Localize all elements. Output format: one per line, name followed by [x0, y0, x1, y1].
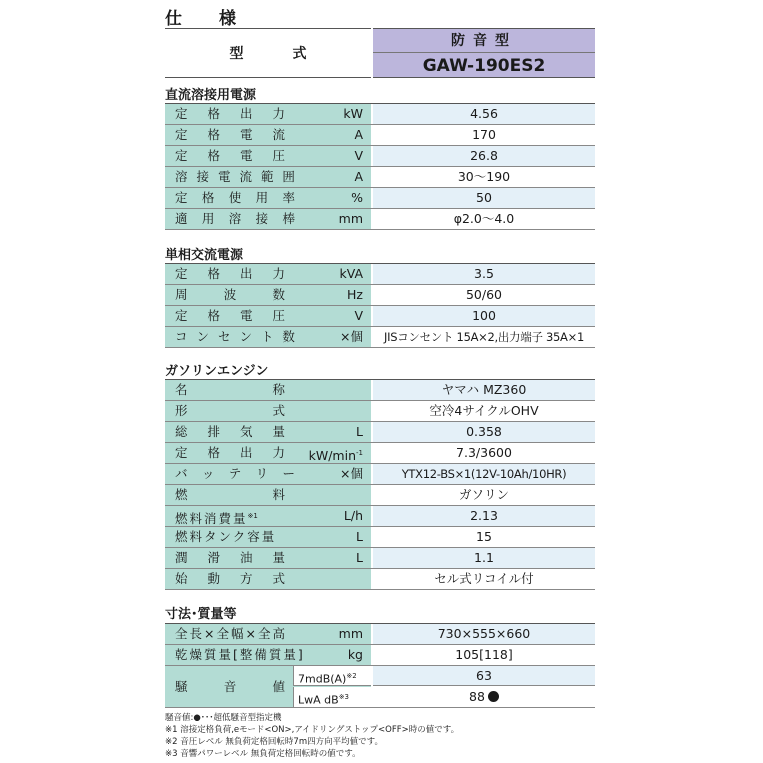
spec-key	[165, 548, 371, 568]
spec-key	[165, 380, 371, 400]
spec-key	[165, 645, 371, 665]
spec-key	[165, 306, 371, 326]
spec-unit: A	[354, 127, 363, 142]
spec-name: バ ッ テ リ ー	[175, 466, 295, 481]
spec-name: 形 式	[175, 403, 285, 418]
spec-row	[165, 306, 595, 327]
spec-unit: mm	[338, 626, 363, 641]
spec-key	[165, 527, 371, 547]
spec-name: 名 称	[175, 382, 285, 397]
spec-unit: V	[354, 148, 363, 163]
table-ac	[165, 263, 595, 348]
spec-row	[165, 104, 595, 125]
spec-value: φ2.0～4.0	[373, 209, 595, 229]
noise-sub-2: LwA $dB^{※3}$	[293, 687, 371, 707]
spec-row	[165, 527, 595, 548]
section-title-dc: 直流溶接用電源	[165, 88, 257, 103]
spec-value: 50	[373, 188, 595, 208]
spec-value: 105[118]	[373, 645, 595, 665]
spec-key	[165, 327, 371, 347]
spec-unit: mm	[338, 211, 363, 226]
spec-key	[165, 624, 371, 644]
spec-key	[165, 443, 371, 463]
spec-name: 周 波 数	[175, 287, 285, 302]
spec-row	[165, 569, 595, 590]
spec-unit: L	[356, 424, 363, 439]
spec-row	[165, 167, 595, 188]
spec-value: 7.3/3600	[373, 443, 595, 463]
spec-value: 空冷4サイクルOHV	[373, 401, 595, 421]
spec-value: 15	[373, 527, 595, 547]
spec-name: 溶 接 電 流 範 囲	[175, 169, 295, 184]
spec-row	[165, 485, 595, 506]
model-label-right: 式	[292, 46, 307, 62]
noise-name: 騒 音 値	[175, 679, 285, 694]
spec-key	[165, 485, 371, 505]
footnote-line: ※2 音圧レベル 無負荷定格回転時7m四方向平均値です。	[165, 737, 383, 747]
spec-name: 定 格 使 用 率	[175, 190, 295, 205]
section-title-dims: 寸法･質量等	[165, 607, 237, 622]
spec-row	[165, 188, 595, 209]
spec-unit: kVA	[339, 266, 363, 281]
spec-value: 50/60	[373, 285, 595, 305]
spec-value: セル式リコイル付	[373, 569, 595, 589]
spec-name: 燃 料	[175, 487, 285, 502]
spec-value: YTX12-BS×1(12V-10Ah/10HR)	[373, 464, 595, 484]
spec-name: 潤 滑 油 量	[175, 550, 285, 565]
spec-value: 170	[373, 125, 595, 145]
spec-key	[165, 125, 371, 145]
spec-name: 定 格 出 力	[175, 445, 285, 460]
spec-key	[165, 569, 371, 589]
spec-row	[165, 146, 595, 167]
model-label	[165, 28, 371, 78]
spec-row	[165, 464, 595, 485]
spec-key	[165, 209, 371, 229]
spec-value: 0.358	[373, 422, 595, 442]
noise-sub-1: $7mdB(A)^{※2}$	[293, 666, 371, 686]
spec-name: 燃料消費量$^{※1}$	[175, 511, 258, 527]
spec-row	[165, 264, 595, 285]
spec-key	[165, 285, 371, 305]
spec-value: 3.5	[373, 264, 595, 284]
spec-unit: A	[354, 169, 363, 184]
spec-value: 26.8	[373, 146, 595, 166]
spec-row	[165, 443, 595, 464]
table-dc	[165, 103, 595, 230]
spec-unit: kg	[347, 647, 363, 662]
spec-name: コ ン セ ン ト 数	[175, 329, 295, 344]
spec-row	[165, 548, 595, 569]
spec-row	[165, 209, 595, 230]
spec-name: 定 格 電 圧	[175, 308, 285, 323]
spec-row	[165, 401, 595, 422]
spec-name: 乾燥質量[整備質量]	[175, 647, 305, 662]
spec-value: ガソリン	[373, 485, 595, 505]
spec-key	[165, 401, 371, 421]
model-header	[165, 28, 595, 78]
spec-row	[165, 327, 595, 348]
spec-row	[165, 380, 595, 401]
low-noise-dot-icon	[488, 691, 499, 702]
spec-unit: ×個	[340, 329, 363, 344]
spec-unit: %	[351, 190, 363, 205]
spec-row	[165, 125, 595, 146]
spec-value: 30～190	[373, 167, 595, 187]
spec-unit: L	[356, 550, 363, 565]
spec-unit: $kW/\min^{-1}$	[308, 448, 363, 464]
spec-value: 100	[373, 306, 595, 326]
footnote-line: ※1 溶接定格負荷,eモード<ON>,アイドリングストップ<OFF>時の値です。	[165, 725, 460, 735]
spec-name: 定 格 出 力	[175, 266, 285, 281]
noise-row	[165, 666, 595, 708]
spec-name: 始 動 方 式	[175, 571, 285, 586]
spec-value: 730×555×660	[373, 624, 595, 644]
spec-key	[165, 464, 371, 484]
spec-name: 適 用 溶 接 棒	[175, 211, 295, 226]
spec-row	[165, 285, 595, 306]
noise-value-2: 88	[373, 687, 595, 707]
footnotes	[165, 712, 459, 760]
noise-key	[165, 666, 371, 707]
spec-row	[165, 645, 595, 666]
spec-name: 全長×全幅×全高	[175, 626, 287, 641]
spec-row	[165, 624, 595, 645]
spec-value: JISコンセント 15A×2,出力端子 35A×1	[373, 327, 595, 347]
spec-value: 1.1	[373, 548, 595, 568]
noise-value-1: 63	[373, 666, 595, 686]
spec-unit: Hz	[347, 287, 363, 302]
spec-key	[165, 167, 371, 187]
spec-name: 定 格 電 流	[175, 127, 285, 142]
model-value	[373, 28, 595, 78]
spec-name: 総 排 気 量	[175, 424, 285, 439]
footnote-line: ※3 音響パワーレベル 無負荷定格回転時の値です。	[165, 749, 361, 759]
page-title: 仕 様	[165, 9, 246, 29]
spec-name: 定 格 電 圧	[175, 148, 285, 163]
spec-unit: ×個	[340, 466, 363, 481]
spec-key	[165, 422, 371, 442]
spec-key	[165, 506, 371, 526]
spec-key	[165, 104, 371, 124]
spec-unit: kW	[343, 106, 363, 121]
spec-unit: V	[354, 308, 363, 323]
spec-unit: L/h	[343, 508, 363, 523]
section-title-engine: ガソリンエンジン	[165, 364, 269, 379]
section-title-ac: 単相交流電源	[165, 248, 244, 263]
table-dims	[165, 623, 595, 708]
spec-key	[165, 188, 371, 208]
spec-value: 4.56	[373, 104, 595, 124]
table-engine	[165, 379, 595, 590]
spec-value: 2.13	[373, 506, 595, 526]
model-name: GAW-190ES2	[422, 56, 546, 76]
spec-name: 燃料タンク容量	[175, 529, 277, 544]
spec-unit: L	[356, 529, 363, 544]
spec-key	[165, 146, 371, 166]
model-type: 防音型	[373, 29, 595, 53]
spec-key	[165, 264, 371, 284]
footnote-line: 騒音値:●･･･超低騒音型指定機	[165, 713, 282, 723]
spec-value: ヤマハ MZ360	[373, 380, 595, 400]
spec-row	[165, 506, 595, 527]
spec-name: 定 格 出 力	[175, 106, 285, 121]
spec-row	[165, 422, 595, 443]
model-label-left: 型	[229, 46, 244, 62]
